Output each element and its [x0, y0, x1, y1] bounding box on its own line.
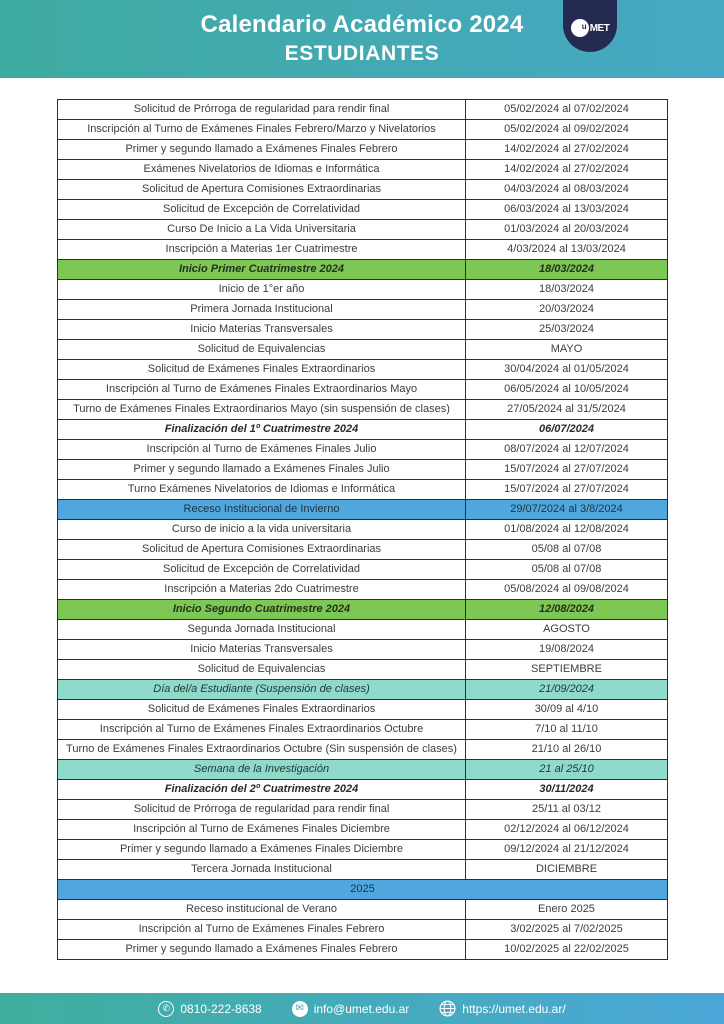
table-row [58, 360, 668, 380]
event-cell: Finalización del 2º Cuatrimestre 2024 [58, 780, 466, 800]
date-cell: 05/02/2024 al 09/02/2024 [466, 120, 668, 140]
page-title: Calendario Académico 2024 [200, 11, 524, 39]
event-cell: Solicitud de Excepción de Correlatividad [58, 560, 466, 580]
event-cell: Primer y segundo llamado a Exámenes Finales Julio [58, 460, 466, 480]
event-cell: Turno de Exámenes Finales Extraordinarios Octubre (Sin suspensión de clases) [58, 740, 466, 760]
event-cell: Solicitud de Exámenes Finales Extraordinarios [58, 700, 466, 720]
event-cell: Curso De Inicio a La Vida Universitaria [58, 220, 466, 240]
phone-icon: ✆ [158, 1001, 174, 1017]
table-row [58, 560, 668, 580]
event-cell: Primera Jornada Institucional [58, 300, 466, 320]
umet-logo-badge [563, 0, 617, 52]
event-cell: Inscripción al Turno de Exámenes Finales Diciembre [58, 820, 466, 840]
globe-icon [439, 1000, 456, 1017]
date-cell: 05/08/2024 al 09/08/2024 [466, 580, 668, 600]
event-cell: Primer y segundo llamado a Exámenes Finales Febrero [58, 140, 466, 160]
table-row [58, 600, 668, 620]
table-row [58, 320, 668, 340]
event-cell: Solicitud de Apertura Comisiones Extraordinarias [58, 540, 466, 560]
table-row [58, 880, 668, 900]
table-row [58, 820, 668, 840]
date-cell: 4/03/2024 al 13/03/2024 [466, 240, 668, 260]
date-cell: 05/02/2024 al 07/02/2024 [466, 100, 668, 120]
date-cell: 06/07/2024 [466, 420, 668, 440]
date-cell: 10/02/2025 al 22/02/2025 [466, 940, 668, 960]
table-row [58, 520, 668, 540]
date-cell: 14/02/2024 al 27/02/2024 [466, 160, 668, 180]
event-cell: Solicitud de Apertura Comisiones Extraordinarias [58, 180, 466, 200]
event-cell: Inscripción a Materias 2do Cuatrimestre [58, 580, 466, 600]
table-row [58, 100, 668, 120]
date-cell: 29/07/2024 al 3/8/2024 [466, 500, 668, 520]
date-cell: 19/08/2024 [466, 640, 668, 660]
table-row [58, 140, 668, 160]
table-row [58, 240, 668, 260]
date-cell: 06/05/2024 al 10/05/2024 [466, 380, 668, 400]
website-contact [439, 1000, 565, 1017]
date-cell: Enero 2025 [466, 900, 668, 920]
date-cell: 01/08/2024 al 12/08/2024 [466, 520, 668, 540]
date-cell: 21/10 al 26/10 [466, 740, 668, 760]
table-row [58, 740, 668, 760]
event-cell: Solicitud de Equivalencias [58, 660, 466, 680]
event-cell: Día del/a Estudiante (Suspensión de clases) [58, 680, 466, 700]
email-contact [292, 1001, 410, 1017]
date-cell: DICIEMBRE [466, 860, 668, 880]
date-cell: 30/11/2024 [466, 780, 668, 800]
event-cell: Solicitud de Prórroga de regularidad para rendir final [58, 800, 466, 820]
mail-icon: ✉ [292, 1001, 308, 1017]
table-row [58, 300, 668, 320]
year-cell: 2025 [58, 880, 668, 900]
table-row [58, 860, 668, 880]
table-row [58, 840, 668, 860]
date-cell: 08/07/2024 al 12/07/2024 [466, 440, 668, 460]
table-row [58, 260, 668, 280]
date-cell: 18/03/2024 [466, 260, 668, 280]
date-cell: 09/12/2024 al 21/12/2024 [466, 840, 668, 860]
table-row [58, 280, 668, 300]
event-cell: Segunda Jornada Institucional [58, 620, 466, 640]
table-row [58, 640, 668, 660]
date-cell: 06/03/2024 al 13/03/2024 [466, 200, 668, 220]
date-cell: 05/08 al 07/08 [466, 560, 668, 580]
event-cell: Inscripción al Turno de Exámenes Finales Febrero/Marzo y Nivelatorios [58, 120, 466, 140]
table-row [58, 580, 668, 600]
event-cell: Receso Institucional de Invierno [58, 500, 466, 520]
table-row [58, 180, 668, 200]
table-row [58, 920, 668, 940]
event-cell: Inicio de 1°er año [58, 280, 466, 300]
event-cell: Primer y segundo llamado a Exámenes Finales Febrero [58, 940, 466, 960]
table-row [58, 720, 668, 740]
footer [0, 993, 724, 1024]
table-row [58, 380, 668, 400]
table-row [58, 400, 668, 420]
table-row [58, 480, 668, 500]
date-cell: 14/02/2024 al 27/02/2024 [466, 140, 668, 160]
date-cell: 25/03/2024 [466, 320, 668, 340]
table-row [58, 900, 668, 920]
date-cell: 3/02/2025 al 7/02/2025 [466, 920, 668, 940]
table-row [58, 160, 668, 180]
calendar-table-body [58, 100, 668, 960]
table-row [58, 340, 668, 360]
event-cell: Exámenes Nivelatorios de Idiomas e Informática [58, 160, 466, 180]
event-cell: Solicitud de Prórroga de regularidad para rendir final [58, 100, 466, 120]
header [0, 0, 724, 78]
table-row [58, 200, 668, 220]
email-address: info@umet.edu.ar [313, 1001, 410, 1016]
event-cell: Inscripción al Turno de Exámenes Finales Febrero [58, 920, 466, 940]
date-cell: 20/03/2024 [466, 300, 668, 320]
table-row [58, 700, 668, 720]
event-cell: Inscripción al Turno de Exámenes Finales Extraordinarios Mayo [58, 380, 466, 400]
event-cell: Primer y segundo llamado a Exámenes Finales Diciembre [58, 840, 466, 860]
event-cell: Inicio Segundo Cuatrimestre 2024 [58, 600, 466, 620]
event-cell: Inicio Materias Transversales [58, 640, 466, 660]
date-cell: 25/11 al 03/12 [466, 800, 668, 820]
date-cell: 15/07/2024 al 27/07/2024 [466, 480, 668, 500]
date-cell: 12/08/2024 [466, 600, 668, 620]
calendar-table [57, 99, 668, 960]
table-row [58, 540, 668, 560]
table-row [58, 760, 668, 780]
table-row [58, 660, 668, 680]
table-row [58, 500, 668, 520]
date-cell: 18/03/2024 [466, 280, 668, 300]
phone-number: 0810-222-8638 [180, 1001, 262, 1016]
table-row [58, 800, 668, 820]
event-cell: Semana de la Investigación [58, 760, 466, 780]
date-cell: 04/03/2024 al 08/03/2024 [466, 180, 668, 200]
event-cell: Tercera Jornada Institucional [58, 860, 466, 880]
event-cell: Solicitud de Excepción de Correlatividad [58, 200, 466, 220]
event-cell: Inscripción al Turno de Exámenes Finales Julio [58, 440, 466, 460]
event-cell: Curso de inicio a la vida universitaria [58, 520, 466, 540]
table-row [58, 620, 668, 640]
event-cell: Inscripción a Materias 1er Cuatrimestre [58, 240, 466, 260]
date-cell: SEPTIEMBRE [466, 660, 668, 680]
table-row [58, 680, 668, 700]
table-row [58, 220, 668, 240]
event-cell: Inicio Materias Transversales [58, 320, 466, 340]
page-subtitle: ESTUDIANTES [284, 41, 440, 65]
event-cell: Solicitud de Exámenes Finales Extraordinarios [58, 360, 466, 380]
date-cell: 30/04/2024 al 01/05/2024 [466, 360, 668, 380]
event-cell: Finalización del 1º Cuatrimestre 2024 [58, 420, 466, 440]
table-row [58, 460, 668, 480]
event-cell: Solicitud de Equivalencias [58, 340, 466, 360]
date-cell: 05/08 al 07/08 [466, 540, 668, 560]
phone-contact [158, 1001, 261, 1017]
date-cell: 27/05/2024 al 31/5/2024 [466, 400, 668, 420]
table-row [58, 940, 668, 960]
date-cell: 21 al 25/10 [466, 760, 668, 780]
umet-logo-text: MET [589, 22, 610, 34]
date-cell: MAYO [466, 340, 668, 360]
date-cell: 7/10 al 11/10 [466, 720, 668, 740]
umet-logo-icon: u [571, 19, 589, 37]
date-cell: 30/09 al 4/10 [466, 700, 668, 720]
event-cell: Turno Exámenes Nivelatorios de Idiomas e Informática [58, 480, 466, 500]
event-cell: Receso institucional de Verano [58, 900, 466, 920]
table-row [58, 780, 668, 800]
event-cell: Turno de Exámenes Finales Extraordinarios Mayo (sin suspensión de clases) [58, 400, 466, 420]
table-row [58, 420, 668, 440]
date-cell: 02/12/2024 al 06/12/2024 [466, 820, 668, 840]
date-cell: 21/09/2024 [466, 680, 668, 700]
table-row [58, 440, 668, 460]
website-url: https://umet.edu.ar/ [462, 1001, 566, 1016]
date-cell: 01/03/2024 al 20/03/2024 [466, 220, 668, 240]
event-cell: Inicio Primer Cuatrimestre 2024 [58, 260, 466, 280]
table-row [58, 120, 668, 140]
date-cell: 15/07/2024 al 27/07/2024 [466, 460, 668, 480]
date-cell: AGOSTO [466, 620, 668, 640]
event-cell: Inscripción al Turno de Exámenes Finales Extraordinarios Octubre [58, 720, 466, 740]
calendar-table-wrap [0, 78, 724, 960]
